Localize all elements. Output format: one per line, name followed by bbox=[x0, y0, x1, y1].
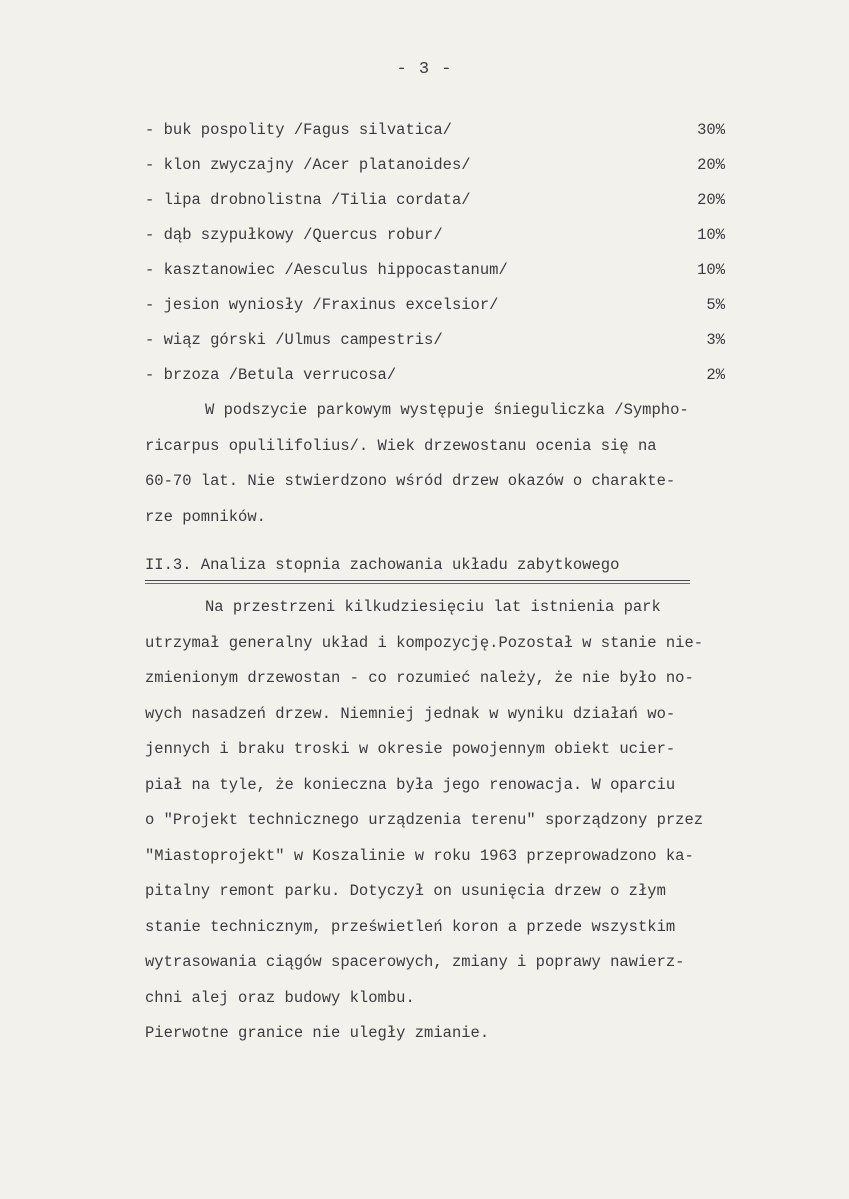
species-percent: 10% bbox=[697, 226, 725, 244]
species-name: - wiąz górski /Ulmus campestris/ bbox=[145, 331, 443, 349]
species-percent: 30% bbox=[697, 121, 725, 139]
species-percent: 20% bbox=[697, 156, 725, 174]
preservation-paragraph bbox=[145, 590, 780, 1052]
paragraph-line: 60-70 lat. Nie stwierdzono wśród drzew okazów o charakte- bbox=[145, 472, 676, 490]
species-row bbox=[145, 188, 725, 223]
paragraph-line: chni alej oraz budowy klombu. bbox=[145, 988, 415, 1007]
paragraph-line: stanie technicznym, prześwietleń koron a przede wszystkim bbox=[145, 917, 676, 936]
paragraph-line: Pierwotne granice nie uległy zmianie. bbox=[145, 1024, 490, 1042]
species-percent: 10% bbox=[697, 261, 725, 279]
species-row bbox=[145, 293, 725, 328]
paragraph-line: o "Projekt technicznego urządzenia terenu" sporządzony przez bbox=[145, 811, 704, 829]
species-percent: 20% bbox=[697, 191, 725, 209]
heading-underline bbox=[145, 580, 690, 581]
species-percent: 2% bbox=[706, 366, 725, 384]
paragraph-line: Na przestrzeni kilkudziesięciu lat istnienia park bbox=[205, 598, 661, 616]
species-row bbox=[145, 223, 725, 258]
paragraph-line: "Miastoprojekt" w Koszalinie w roku 1963 przeprowadzono ka- bbox=[145, 846, 694, 865]
paragraph-line: utrzymał generalny układ i kompozycję.Pozostał w stanie nie- bbox=[145, 633, 704, 652]
paragraph-line: rze pomników. bbox=[145, 507, 266, 526]
paragraph-line: ricarpus opulilifolius/. Wiek drzewostanu ocenia się na bbox=[145, 436, 657, 455]
species-name: - jesion wyniosły /Fraxinus excelsior/ bbox=[145, 296, 499, 314]
species-name: - klon zwyczajny /Acer platanoides/ bbox=[145, 156, 471, 174]
heading-underline bbox=[145, 583, 690, 584]
understory-paragraph bbox=[145, 393, 780, 535]
paragraph-line: wych nasadzeń drzew. Niemniej jednak w wyniku działań wo- bbox=[145, 704, 676, 723]
paragraph-line: jennych i braku troski w okresie powojennym obiekt ucier- bbox=[145, 740, 676, 758]
section-heading: II.3. Analiza stopnia zachowania układu zabytkowego bbox=[145, 556, 620, 574]
species-row bbox=[145, 328, 725, 363]
paragraph-line: wytrasowania ciągów spacerowych, zmiany i poprawy nawierz- bbox=[145, 953, 685, 971]
species-name: - kasztanowiec /Aesculus hippocastanum/ bbox=[145, 261, 508, 279]
paragraph-line: piał na tyle, że konieczna była jego renowacja. W oparciu bbox=[145, 775, 676, 794]
species-percent: 5% bbox=[706, 296, 725, 314]
species-row bbox=[145, 153, 725, 188]
species-list bbox=[145, 118, 725, 398]
paragraph-line: zmienionym drzewostan - co rozumieć należy, że nie było no- bbox=[145, 669, 694, 687]
species-name: - brzoza /Betula verrucosa/ bbox=[145, 366, 397, 384]
species-row bbox=[145, 118, 725, 153]
paragraph-line: W podszycie parkowym występuje śnieguliczka /Sympho- bbox=[205, 401, 689, 419]
species-name: - lipa drobnolistna /Tilia cordata/ bbox=[145, 191, 471, 209]
species-percent: 3% bbox=[706, 331, 725, 349]
species-row bbox=[145, 258, 725, 293]
species-name: - dąb szypułkowy /Quercus robur/ bbox=[145, 226, 443, 244]
paragraph-line: pitalny remont parku. Dotyczył on usunięcia drzew o złym bbox=[145, 882, 666, 900]
page-number: - 3 - bbox=[396, 60, 453, 79]
species-name: - buk pospolity /Fagus silvatica/ bbox=[145, 121, 452, 139]
